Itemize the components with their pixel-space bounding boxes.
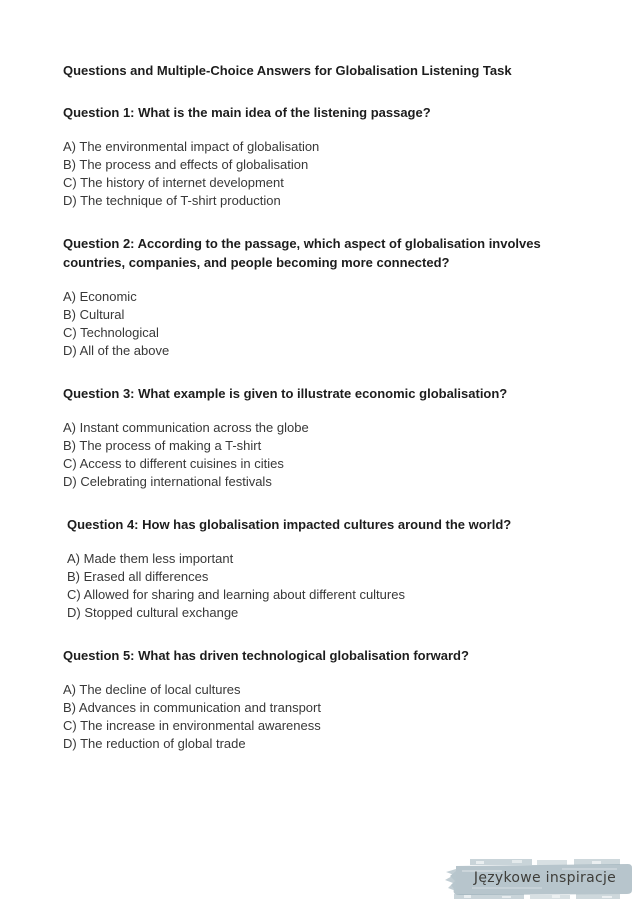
option-item: D) The technique of T-shirt production [63,193,281,208]
option-item: A) Economic [63,289,137,304]
option-item: B) Advances in communication and transport [63,700,321,715]
logo-text: Językowe inspiracje [473,869,617,886]
option-item: C) The history of internet development [63,175,284,190]
option-item: B) The process and effects of globalisation [63,157,309,172]
option-item: A) Instant communication across the globe [63,420,309,435]
options-list [63,681,591,753]
option-item: A) Made them less important [67,551,234,566]
option-item: D) Celebrating international festivals [63,474,272,489]
option-item: C) Access to different cuisines in cities [63,456,284,471]
option-item: A) The environmental impact of globalisation [63,139,320,154]
question-block-4 [63,515,591,622]
options-list [67,550,591,622]
question-heading: Question 4: How has globalisation impacted cultures around the world? [67,517,512,532]
question-heading: Question 1: What is the main idea of the listening passage? [63,105,431,120]
options-list [63,288,591,360]
option-item: B) The process of making a T-shirt [63,438,262,453]
options-list [63,138,591,210]
question-heading: Question 5: What has driven technological globalisation forward? [63,648,469,663]
option-item: C) The increase in environmental awareness [63,718,321,733]
option-item: A) The decline of local cultures [63,682,241,697]
logo-jezykowe-inspiracje [442,857,634,900]
option-item: B) Cultural [63,307,125,322]
option-item: D) The reduction of global trade [63,736,246,751]
option-item: D) All of the above [63,343,170,358]
question-block-3 [63,384,591,491]
question-heading: Question 2: According to the passage, which aspect of globalisation involves countries, companies, and people becoming more connected? [63,236,541,270]
option-item: C) Technological [63,325,159,340]
options-list [63,419,591,491]
option-item: B) Erased all differences [67,569,209,584]
question-heading: Question 3: What example is given to illustrate economic globalisation? [63,386,508,401]
question-block-1 [63,103,591,210]
option-item: C) Allowed for sharing and learning about different cultures [67,587,405,602]
question-block-5 [63,646,591,753]
question-block-2 [63,234,591,360]
option-item: D) Stopped cultural exchange [67,605,239,620]
page-title: Questions and Multiple-Choice Answers for Globalisation Listening Task [63,63,512,78]
